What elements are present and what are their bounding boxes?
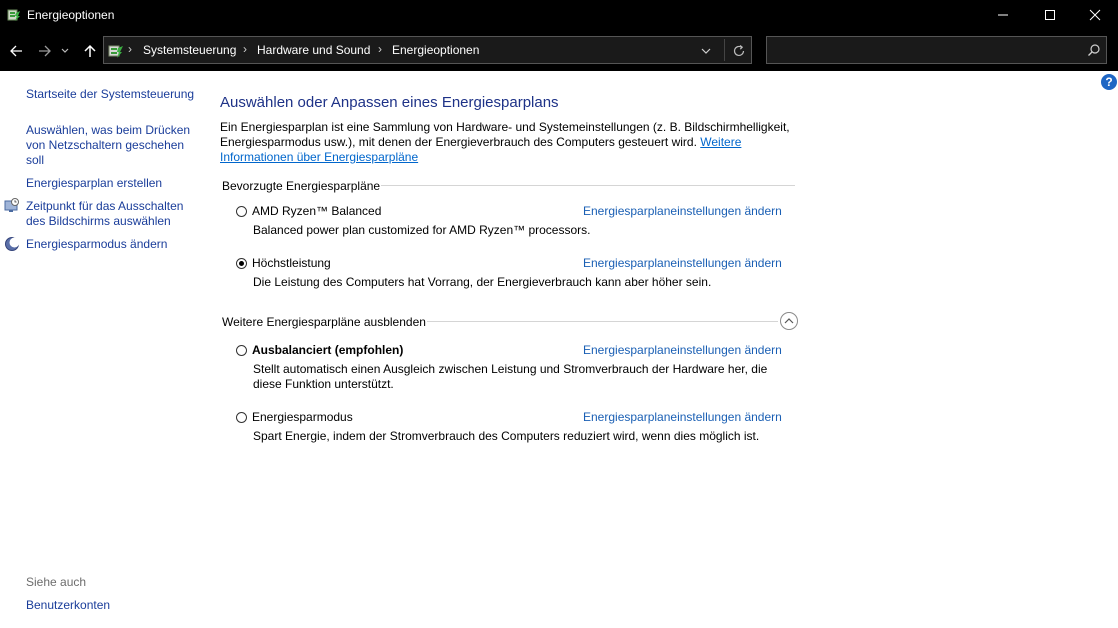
power-options-icon: [7, 8, 21, 22]
search-input[interactable]: [771, 41, 1075, 61]
plan-settings-link-ausbalanciert[interactable]: Energiesparplaneinstellungen ändern: [583, 343, 782, 357]
sidebar-link-home[interactable]: Startseite der Systemsteuerung: [26, 87, 195, 101]
address-divider: [724, 39, 725, 61]
moon-icon: [4, 236, 20, 252]
refresh-button[interactable]: [730, 42, 748, 60]
maximize-button[interactable]: [1027, 0, 1073, 30]
plan-description-energiesparmodus: Spart Energie, indem der Stromverbrauch des Computers reduziert wird, wenn dies möglich ist.: [253, 429, 760, 443]
arrow-left-icon: [9, 44, 23, 58]
minimize-button[interactable]: [980, 0, 1026, 30]
close-button[interactable]: [1072, 0, 1118, 30]
up-button[interactable]: [79, 40, 101, 62]
navigation-bar: [0, 30, 1118, 71]
help-button[interactable]: [1101, 74, 1117, 90]
back-button[interactable]: [5, 40, 27, 62]
hidden-plans-heading: Weitere Energiesparpläne ausblenden: [222, 315, 426, 329]
title-bar: [0, 0, 1118, 30]
plan-description-hoechstleistung: Die Leistung des Computers hat Vorrang, der Energieverbrauch kann aber höher sein.: [253, 275, 712, 289]
breadcrumb-separator: ›: [243, 42, 247, 56]
plan-radio-ausbalanciert[interactable]: [236, 345, 247, 356]
breadcrumb-hardware-und-sound[interactable]: Hardware und Sound: [257, 43, 371, 57]
breadcrumb-energieoptionen[interactable]: Energieoptionen: [392, 43, 480, 57]
monitor-clock-icon: [4, 198, 20, 214]
plan-radio-amd-balanced[interactable]: [236, 206, 247, 217]
chevron-down-icon: [61, 47, 69, 55]
forward-button[interactable]: [34, 40, 56, 62]
sidebar-link-power-buttons[interactable]: Auswählen, was beim Drücken von Netzschaltern geschehen soll: [26, 123, 191, 167]
section-divider: [381, 185, 795, 186]
search-box[interactable]: [766, 36, 1107, 64]
sidebar-link-display-off[interactable]: Zeitpunkt für das Ausschalten des Bildschirms auswählen: [26, 199, 184, 228]
refresh-icon: [732, 44, 746, 58]
maximize-icon: [1044, 9, 1056, 21]
breadcrumb-separator: ›: [128, 42, 132, 56]
arrow-up-icon: [83, 44, 97, 58]
breadcrumb-systemsteuerung[interactable]: Systemsteuerung: [143, 43, 237, 57]
sidebar-link-sleep[interactable]: Energiesparmodus ändern: [26, 237, 168, 251]
collapse-section-button[interactable]: [780, 312, 798, 330]
chevron-up-icon: [784, 317, 794, 325]
breadcrumb-separator: ›: [378, 42, 382, 56]
plan-name-energiesparmodus[interactable]: Energiesparmodus: [252, 410, 353, 424]
close-icon: [1089, 9, 1101, 21]
window-title: Energieoptionen: [27, 8, 115, 22]
plan-description-amd-balanced: Balanced power plan customized for AMD Ryzen™ processors.: [253, 223, 591, 237]
plan-radio-hoechstleistung[interactable]: [236, 258, 247, 269]
control-panel-icon: [108, 43, 124, 59]
plan-radio-energiesparmodus[interactable]: [236, 412, 247, 423]
preferred-plans-heading: Bevorzugte Energiesparpläne: [222, 179, 381, 193]
address-history-dropdown[interactable]: [698, 43, 714, 59]
search-icon[interactable]: [1087, 43, 1101, 60]
section-divider: [427, 321, 778, 322]
more-info-link[interactable]: Weitere Informationen über Energiesparpläne: [220, 135, 742, 164]
see-also-heading: Siehe auch: [26, 575, 87, 589]
sidebar-link-user-accounts[interactable]: Benutzerkonten: [26, 598, 111, 612]
help-icon: ?: [1105, 75, 1113, 89]
chevron-down-icon: [701, 47, 711, 55]
sidebar-link-create-plan[interactable]: Energiesparplan erstellen: [26, 176, 163, 190]
page-title: Auswählen oder Anpassen eines Energiesparplans: [220, 94, 559, 111]
minimize-icon: [997, 9, 1009, 21]
plan-name-hoechstleistung[interactable]: Höchstleistung: [252, 256, 331, 270]
page-description: [220, 120, 790, 165]
plan-settings-link-energiesparmodus[interactable]: Energiesparplaneinstellungen ändern: [583, 410, 782, 424]
plan-name-ausbalanciert[interactable]: Ausbalanciert (empfohlen): [252, 343, 404, 357]
description-text: Ein Energiesparplan ist eine Sammlung von Hardware- und Systemeinstellungen (z. B. Bildschirmhelligkeit, Energiesparmodus usw.), mit denen der Energieverbrauch des Computers gesteuert wird.: [220, 120, 790, 149]
plan-settings-link-hoechstleistung[interactable]: Energiesparplaneinstellungen ändern: [583, 256, 782, 270]
plan-name-amd-balanced[interactable]: AMD Ryzen™ Balanced: [252, 204, 382, 218]
plan-settings-link-amd-balanced[interactable]: Energiesparplaneinstellungen ändern: [583, 204, 782, 218]
arrow-right-icon: [38, 44, 52, 58]
address-bar[interactable]: [103, 36, 752, 64]
recent-locations-button[interactable]: [58, 40, 72, 62]
plan-description-ausbalanciert: Stellt automatisch einen Ausgleich zwischen Leistung und Stromverbrauch der Hardware her, die diese Funktion unterstützt.: [253, 362, 768, 391]
